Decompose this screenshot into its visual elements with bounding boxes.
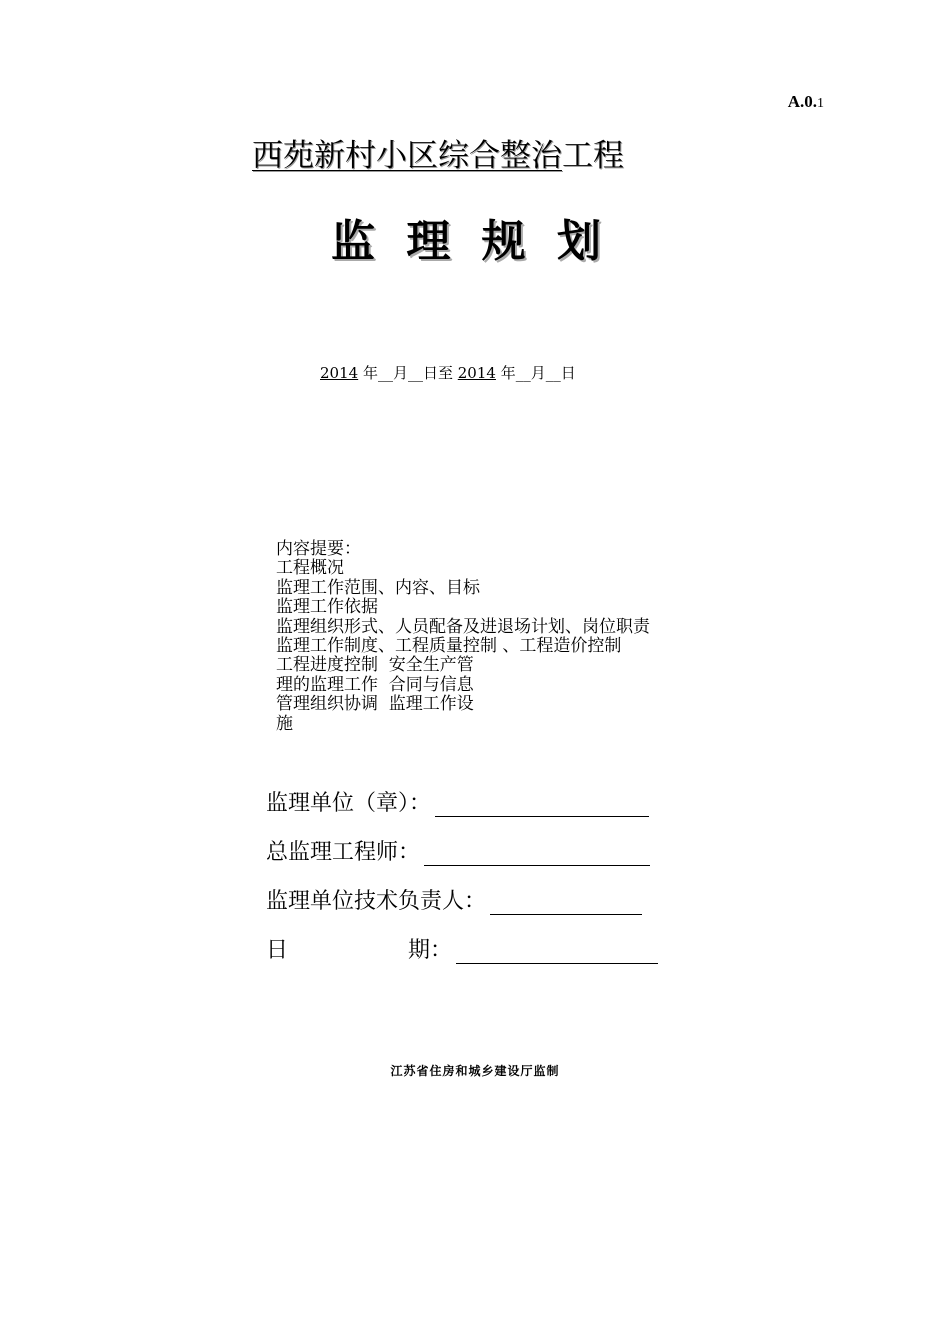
summary-line: 监理工作依据 [276, 597, 378, 618]
signature-line [456, 941, 658, 964]
issuer-footer: 江苏省住房和城乡建设厅监制 [390, 1064, 560, 1078]
signature-date: 日 期： [266, 933, 658, 964]
summary-heading: 内容提要： [276, 539, 361, 559]
summary-line: 监理组织形式、人员配备及进退场计划、岗位职责 [276, 616, 650, 637]
summary-line: 理的监理工作 合同与信息 [276, 674, 474, 695]
document-title: 监 理 规 划 [331, 216, 609, 267]
date-range: 2014 年__月__日至 2014 年__月__日 [320, 364, 576, 382]
signature-line [490, 892, 642, 915]
summary-line: 监理工作范围、内容、目标 [276, 577, 480, 598]
summary-line: 施 [276, 713, 293, 734]
signature-line [424, 843, 650, 866]
project-name: 西苑新村小区综合整治工程 [252, 138, 624, 174]
summary-line: 工程概况 [276, 558, 344, 579]
summary-line: 监理工作制度、工程质量控制 、工程造价控制 [276, 636, 622, 657]
signature-unit: 监理单位（章）： [266, 786, 649, 817]
signature-chief-engineer: 总监理工程师： [266, 835, 650, 866]
summary-line: 管理组织协调 监理工作设 [276, 694, 474, 715]
document-code: A.0.1 [787, 92, 824, 111]
summary-line: 工程进度控制 安全生产管 [276, 655, 474, 676]
content-summary [276, 540, 650, 734]
signature-line [435, 794, 649, 817]
signature-tech-lead: 监理单位技术负责人： [266, 884, 642, 915]
